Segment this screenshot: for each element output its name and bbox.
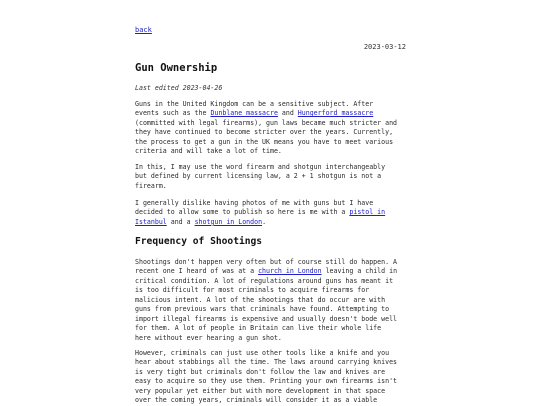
text-line: import illegal firearms is expensive and usually doesn't bode well [135, 314, 398, 323]
text-line: the process to get a gun in the UK means you have to meet various [135, 137, 394, 146]
text-line: However, criminals can just use other tools like a knife and you [135, 349, 390, 357]
dunblane-massacre-link[interactable]: Dunblane massacre [210, 109, 278, 118]
text-line [135, 267, 406, 276]
text-run: events such as the [135, 109, 211, 118]
text-line: Guns in the United Kingdom can be a sensitive subject. After [135, 100, 374, 108]
terminology-paragraph [135, 163, 406, 191]
text-line: for them. A lot of people in Britain can live their whole life [135, 324, 382, 333]
text-run: . [262, 217, 267, 226]
text-run: and [277, 109, 298, 118]
text-line: easy to acquire so they use them. Printing your own firearms isn't [135, 377, 398, 386]
text-line: Shootings don't happen very often but of course still do happen. A [135, 258, 398, 266]
photos-paragraph [135, 199, 406, 227]
text-line: malicious intent. A lot of the shootings that do occur are with [135, 295, 386, 304]
text-line: is too difficult for most criminals to acquire firearms for [135, 286, 370, 295]
text-run: decided to allow some to publish so here is me with a [135, 208, 350, 217]
shotgun-in-london-link[interactable]: shotgun in London [194, 217, 263, 226]
back-link[interactable]: back [135, 26, 152, 34]
text-line: they have continued to become stricter over the years. Currently, [135, 128, 394, 137]
church-in-london-link[interactable]: church in London [258, 267, 322, 276]
text-line: but defined by current licensing law, a 2 + 1 shotgun is not a [135, 172, 382, 181]
text-run: and a [166, 217, 195, 226]
hungerford-massacre-link[interactable]: Hungerford massacre [297, 109, 374, 118]
shootings-paragraph [135, 258, 406, 343]
text-line: hear about stabbings all the time. The laws around carrying knives [135, 358, 398, 367]
text-line: guns from previous wars that criminals have found. Attempting to [135, 305, 390, 314]
text-run: leaving a child in [321, 267, 398, 276]
knives-paragraph [135, 349, 406, 406]
text-line: here without ever hearing a gun shot. [135, 333, 282, 342]
page-title: Gun Ownership [135, 62, 218, 74]
text-line: In this, I may use the word firearm and shotgun interchangeably [135, 163, 386, 171]
text-line: I generally dislike having photos of me with guns but I have [135, 199, 374, 207]
text-line: very popular yet either but with more development in that space [135, 386, 386, 395]
last-edited-note: Last edited 2023-04-26 [135, 84, 223, 92]
text-run: recent one I heard of was at a [135, 267, 259, 276]
text-line: criteria and will take a lot of time. [135, 147, 282, 156]
text-line [135, 218, 406, 227]
text-line [135, 208, 406, 217]
section-heading: Frequency of Shootings [135, 236, 263, 247]
post-date: 2023-03-12 [363, 43, 406, 51]
text-line: (committed with legal firearms), gun laws became much stricter and [135, 118, 398, 127]
pistol-in-istanbul-link[interactable]: pistol in [349, 208, 386, 217]
text-line: over the coming years, criminals will consider it as a viable [135, 396, 378, 405]
text-line [135, 109, 406, 118]
text-line: is very tight but criminals don't follow the law and knives are [135, 367, 386, 376]
pistol-in-istanbul-link-continued[interactable]: Istanbul [135, 217, 167, 226]
text-line: critical condition. A lot of regulations around guns has meant it [135, 276, 394, 285]
intro-paragraph [135, 100, 406, 157]
text-line: firearm. [135, 181, 167, 190]
